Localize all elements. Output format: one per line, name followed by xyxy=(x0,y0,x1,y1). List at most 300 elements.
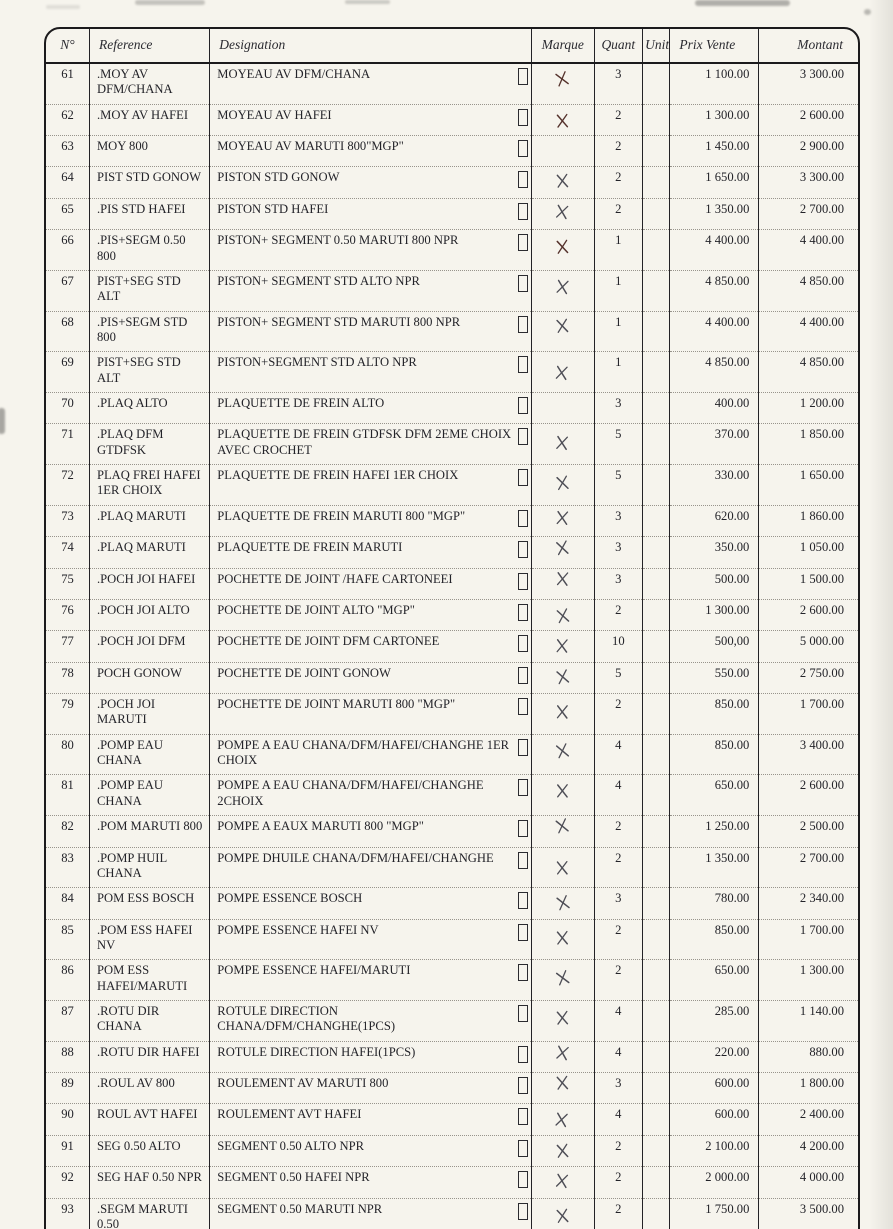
reference-cell: POCH GONOW xyxy=(89,662,209,693)
marque-cell xyxy=(531,230,594,271)
tofu-box-icon xyxy=(518,573,528,590)
marque-cell xyxy=(531,465,594,506)
quantity-cell: 2 xyxy=(594,960,643,1001)
handwritten-x-icon xyxy=(555,1207,571,1225)
quantity-cell: 1 xyxy=(594,230,643,271)
reference-cell: MOY 800 xyxy=(89,136,209,167)
handwritten-x-icon xyxy=(554,433,571,452)
designation-text: POCHETTE DE JOINT MARUTI 800 "MGP" xyxy=(217,696,456,711)
col-header-marque: Marque xyxy=(531,29,594,63)
prix-vente-cell: 650.00 xyxy=(670,960,759,1001)
designation-text: POCHETTE DE JOINT ALTO "MGP" xyxy=(217,602,415,617)
row-number-cell: 74 xyxy=(46,537,89,568)
table-row xyxy=(46,311,858,352)
marque-cell xyxy=(531,847,594,888)
row-number-cell: 80 xyxy=(46,734,89,775)
designation-cell xyxy=(210,816,532,847)
handwritten-x-icon xyxy=(555,929,570,946)
prix-vente-cell: 285.00 xyxy=(670,1001,759,1042)
handwritten-x-icon xyxy=(555,1009,570,1026)
handwritten-x-icon xyxy=(554,637,570,655)
quantity-cell: 3 xyxy=(594,505,643,536)
tofu-box-icon xyxy=(518,779,528,796)
montant-cell: 2 700.00 xyxy=(759,847,858,888)
row-number-cell: 63 xyxy=(46,136,89,167)
montant-cell: 3 400.00 xyxy=(759,734,858,775)
tofu-box-icon xyxy=(518,397,528,414)
col-header-montant: Montant xyxy=(759,29,858,63)
reference-cell: .MOY AV DFM/CHANA xyxy=(89,63,209,104)
row-number-cell: 76 xyxy=(46,599,89,630)
inventory-table-frame xyxy=(44,27,860,1229)
designation-cell xyxy=(210,847,532,888)
col-header-num: N° xyxy=(46,29,89,63)
scan-edge-shadow xyxy=(869,0,893,1229)
designation-cell xyxy=(210,424,532,465)
designation-text: SEGMENT 0.50 MARUTI NPR xyxy=(217,1201,383,1216)
row-number-cell: 81 xyxy=(46,775,89,816)
unit-cell xyxy=(643,847,670,888)
handwritten-x-icon xyxy=(555,473,571,491)
montant-cell: 4 400.00 xyxy=(759,311,858,352)
handwritten-x-icon xyxy=(553,1171,571,1190)
prix-vente-cell: 1 450.00 xyxy=(670,136,759,167)
designation-cell xyxy=(210,1167,532,1198)
tofu-box-icon xyxy=(518,1005,528,1022)
handwritten-x-icon xyxy=(554,741,571,760)
table-row xyxy=(46,568,858,599)
unit-cell xyxy=(643,167,670,198)
reference-cell: .POCH JOI DFM xyxy=(89,631,209,662)
designation-cell xyxy=(210,198,532,229)
reference-cell: .POCH JOI ALTO xyxy=(89,599,209,630)
designation-cell xyxy=(210,1198,532,1229)
prix-vente-cell: 4 850.00 xyxy=(670,270,759,311)
quantity-cell: 3 xyxy=(594,63,643,104)
marque-cell xyxy=(531,505,594,536)
reference-cell: .POCH JOI MARUTI xyxy=(89,693,209,734)
unit-cell xyxy=(643,198,670,229)
montant-cell: 5 000.00 xyxy=(759,631,858,662)
designation-text: PLAQUETTE DE FREIN GTDFSK DFM 2EME CHOIX AVEC CROCHET xyxy=(217,427,512,457)
table-row xyxy=(46,1198,858,1229)
quantity-cell: 3 xyxy=(594,1073,643,1104)
designation-cell xyxy=(210,1041,532,1072)
row-number-cell: 67 xyxy=(46,270,89,311)
tofu-box-icon xyxy=(518,667,528,684)
designation-cell xyxy=(210,311,532,352)
designation-text: ROULEMENT AVT HAFEI xyxy=(217,1107,362,1122)
marque-cell xyxy=(531,693,594,734)
reference-cell: .POMP EAU CHANA xyxy=(89,734,209,775)
montant-cell: 1 650.00 xyxy=(759,465,858,506)
designation-cell xyxy=(210,734,532,775)
row-number-cell: 91 xyxy=(46,1135,89,1166)
quantity-cell: 5 xyxy=(594,662,643,693)
handwritten-x-icon xyxy=(555,238,571,256)
prix-vente-cell: 400.00 xyxy=(670,393,759,424)
designation-cell xyxy=(210,662,532,693)
prix-vente-cell: 4 400.00 xyxy=(670,230,759,271)
quantity-cell: 2 xyxy=(594,136,643,167)
unit-cell xyxy=(643,1198,670,1229)
marque-cell xyxy=(531,270,594,311)
row-number-cell: 88 xyxy=(46,1041,89,1072)
quantity-cell: 4 xyxy=(594,1041,643,1072)
scan-artifact xyxy=(0,408,5,434)
tofu-box-icon xyxy=(518,892,528,909)
table-row xyxy=(46,104,858,135)
row-number-cell: 82 xyxy=(46,816,89,847)
prix-vente-cell: 330.00 xyxy=(670,465,759,506)
montant-cell: 880.00 xyxy=(759,1041,858,1072)
handwritten-x-icon xyxy=(555,782,571,800)
prix-vente-cell: 220.00 xyxy=(670,1041,759,1072)
marque-cell xyxy=(531,599,594,630)
tofu-box-icon xyxy=(518,541,528,558)
reference-cell: PIST+SEG STD ALT xyxy=(89,352,209,393)
tofu-box-icon xyxy=(518,852,528,869)
marque-cell xyxy=(531,136,594,167)
table-row xyxy=(46,393,858,424)
prix-vente-cell: 1 300.00 xyxy=(670,599,759,630)
unit-cell xyxy=(643,311,670,352)
tofu-box-icon xyxy=(518,1171,528,1188)
quantity-cell: 1 xyxy=(594,352,643,393)
table-row xyxy=(46,599,858,630)
montant-cell: 2 900.00 xyxy=(759,136,858,167)
montant-cell: 2 700.00 xyxy=(759,198,858,229)
quantity-cell: 4 xyxy=(594,1001,643,1042)
handwritten-x-icon xyxy=(554,1042,572,1062)
handwritten-x-icon xyxy=(553,1110,571,1130)
designation-cell xyxy=(210,568,532,599)
reference-cell: .POMP HUIL CHANA xyxy=(89,847,209,888)
quantity-cell: 2 xyxy=(594,847,643,888)
prix-vente-cell: 850.00 xyxy=(670,693,759,734)
quantity-cell: 10 xyxy=(594,631,643,662)
table-row xyxy=(46,847,858,888)
unit-cell xyxy=(643,465,670,506)
tofu-box-icon xyxy=(518,234,528,251)
reference-cell: .POM MARUTI 800 xyxy=(89,816,209,847)
unit-cell xyxy=(643,230,670,271)
row-number-cell: 72 xyxy=(46,465,89,506)
handwritten-x-icon xyxy=(555,112,570,129)
tofu-box-icon xyxy=(518,820,528,837)
designation-text: PISTON+ SEGMENT STD MARUTI 800 NPR xyxy=(217,314,461,329)
marque-cell xyxy=(531,734,594,775)
designation-cell xyxy=(210,352,532,393)
quantity-cell: 3 xyxy=(594,568,643,599)
unit-cell xyxy=(643,393,670,424)
tofu-box-icon xyxy=(518,1203,528,1220)
marque-cell xyxy=(531,816,594,847)
designation-text: PLAQUETTE DE FREIN MARUTI xyxy=(217,540,403,555)
quantity-cell: 5 xyxy=(594,465,643,506)
tofu-box-icon xyxy=(518,68,528,85)
row-number-cell: 86 xyxy=(46,960,89,1001)
unit-cell xyxy=(643,1073,670,1104)
table-row xyxy=(46,1001,858,1042)
table-row xyxy=(46,919,858,960)
table-row xyxy=(46,136,858,167)
designation-text: PISTON STD HAFEI xyxy=(217,201,329,216)
tofu-box-icon xyxy=(518,469,528,486)
unit-cell xyxy=(643,888,670,919)
tofu-box-icon xyxy=(518,604,528,621)
prix-vente-cell: 1 350.00 xyxy=(670,847,759,888)
montant-cell: 4 850.00 xyxy=(759,270,858,311)
table-row xyxy=(46,1073,858,1104)
handwritten-x-icon xyxy=(554,667,571,686)
prix-vente-cell: 2 100.00 xyxy=(670,1135,759,1166)
prix-vente-cell: 2 000.00 xyxy=(670,1167,759,1198)
quantity-cell: 2 xyxy=(594,919,643,960)
montant-cell: 2 500.00 xyxy=(759,816,858,847)
handwritten-x-icon xyxy=(555,569,572,587)
marque-cell xyxy=(531,960,594,1001)
row-number-cell: 78 xyxy=(46,662,89,693)
handwritten-x-icon xyxy=(555,859,571,877)
marque-cell xyxy=(531,631,594,662)
designation-cell xyxy=(210,1073,532,1104)
prix-vente-cell: 500,00 xyxy=(670,631,759,662)
unit-cell xyxy=(643,662,670,693)
prix-vente-cell: 600.00 xyxy=(670,1104,759,1135)
scan-artifact xyxy=(864,9,871,15)
montant-cell: 1 700.00 xyxy=(759,693,858,734)
quantity-cell: 3 xyxy=(594,888,643,919)
prix-vente-cell: 4 400.00 xyxy=(670,311,759,352)
tofu-box-icon xyxy=(518,428,528,445)
row-number-cell: 66 xyxy=(46,230,89,271)
table-row xyxy=(46,1041,858,1072)
designation-text: POCHETTE DE JOINT DFM CARTONEE xyxy=(217,634,440,649)
prix-vente-cell: 500.00 xyxy=(670,568,759,599)
marque-cell xyxy=(531,1073,594,1104)
table-row xyxy=(46,1104,858,1135)
unit-cell xyxy=(643,1001,670,1042)
table-row xyxy=(46,465,858,506)
unit-cell xyxy=(643,424,670,465)
designation-text: PLAQUETTE DE FREIN ALTO xyxy=(217,396,385,411)
reference-cell: PIST+SEG STD ALT xyxy=(89,270,209,311)
reference-cell: PLAQ FREI HAFEI 1ER CHOIX xyxy=(89,465,209,506)
scan-artifact xyxy=(345,0,390,4)
designation-cell xyxy=(210,631,532,662)
designation-text: SEGMENT 0.50 ALTO NPR xyxy=(217,1138,365,1153)
marque-cell xyxy=(531,1167,594,1198)
unit-cell xyxy=(643,352,670,393)
reference-cell: .PLAQ DFM GTDFSK xyxy=(89,424,209,465)
table-row xyxy=(46,505,858,536)
row-number-cell: 93 xyxy=(46,1198,89,1229)
reference-cell: .PLAQ MARUTI xyxy=(89,505,209,536)
montant-cell: 1 140.00 xyxy=(759,1001,858,1042)
row-number-cell: 71 xyxy=(46,424,89,465)
montant-cell: 1 500.00 xyxy=(759,568,858,599)
prix-vente-cell: 1 100.00 xyxy=(670,63,759,104)
designation-cell xyxy=(210,960,532,1001)
designation-cell xyxy=(210,888,532,919)
unit-cell xyxy=(643,775,670,816)
unit-cell xyxy=(643,1041,670,1072)
prix-vente-cell: 620.00 xyxy=(670,505,759,536)
tofu-box-icon xyxy=(518,698,528,715)
reference-cell: SEG HAF 0.50 NPR xyxy=(89,1167,209,1198)
quantity-cell: 2 xyxy=(594,693,643,734)
handwritten-x-icon xyxy=(554,968,572,988)
reference-cell: .PIS STD HAFEI xyxy=(89,198,209,229)
unit-cell xyxy=(643,960,670,1001)
reference-cell: .POM ESS HAFEI NV xyxy=(89,919,209,960)
row-number-cell: 69 xyxy=(46,352,89,393)
table-row xyxy=(46,352,858,393)
table-row xyxy=(46,775,858,816)
montant-cell: 2 400.00 xyxy=(759,1104,858,1135)
prix-vente-cell: 780.00 xyxy=(670,888,759,919)
unit-cell xyxy=(643,104,670,135)
prix-vente-cell: 850.00 xyxy=(670,734,759,775)
montant-cell: 2 600.00 xyxy=(759,599,858,630)
tofu-box-icon xyxy=(518,510,528,527)
row-number-cell: 83 xyxy=(46,847,89,888)
scan-artifact xyxy=(695,0,790,6)
designation-text: PISTON+ SEGMENT STD ALTO NPR xyxy=(217,273,420,288)
unit-cell xyxy=(643,631,670,662)
quantity-cell: 3 xyxy=(594,537,643,568)
montant-cell: 1 700.00 xyxy=(759,919,858,960)
prix-vente-cell: 4 850.00 xyxy=(670,352,759,393)
prix-vente-cell: 1 300.00 xyxy=(670,104,759,135)
marque-cell xyxy=(531,393,594,424)
tofu-box-icon xyxy=(518,140,528,157)
marque-cell xyxy=(531,1001,594,1042)
quantity-cell: 2 xyxy=(594,599,643,630)
tofu-box-icon xyxy=(518,1077,528,1094)
col-header-prix-vente: Prix Vente xyxy=(670,29,759,63)
reference-cell: SEG 0.50 ALTO xyxy=(89,1135,209,1166)
tofu-box-icon xyxy=(518,316,528,333)
designation-cell xyxy=(210,599,532,630)
quantity-cell: 4 xyxy=(594,734,643,775)
marque-cell xyxy=(531,1041,594,1072)
quantity-cell: 2 xyxy=(594,1167,643,1198)
unit-cell xyxy=(643,693,670,734)
quantity-cell: 5 xyxy=(594,424,643,465)
prix-vente-cell: 370.00 xyxy=(670,424,759,465)
marque-cell xyxy=(531,1135,594,1166)
row-number-cell: 70 xyxy=(46,393,89,424)
designation-cell xyxy=(210,136,532,167)
handwritten-x-icon xyxy=(553,363,570,382)
unit-cell xyxy=(643,919,670,960)
handwritten-x-icon xyxy=(555,606,572,625)
marque-cell xyxy=(531,568,594,599)
designation-text: POMPE DHUILE CHANA/DFM/HAFEI/CHANGHE xyxy=(217,850,494,865)
marque-cell xyxy=(531,662,594,693)
table-row xyxy=(46,1135,858,1166)
marque-cell xyxy=(531,1198,594,1229)
designation-cell xyxy=(210,465,532,506)
row-number-cell: 84 xyxy=(46,888,89,919)
table-row xyxy=(46,662,858,693)
designation-text: POMPE ESSENCE HAFEI/MARUTI xyxy=(217,963,411,978)
table-row xyxy=(46,816,858,847)
tofu-box-icon xyxy=(518,924,528,941)
designation-text: POMPE A EAU CHANA/DFM/HAFEI/CHANGHE 2CHOIX xyxy=(217,778,484,808)
quantity-cell: 1 xyxy=(594,270,643,311)
prix-vente-cell: 1 250.00 xyxy=(670,816,759,847)
row-number-cell: 92 xyxy=(46,1167,89,1198)
quantity-cell: 2 xyxy=(594,167,643,198)
tofu-box-icon xyxy=(518,356,528,373)
marque-cell xyxy=(531,104,594,135)
scan-artifact xyxy=(135,0,205,5)
table-row xyxy=(46,270,858,311)
montant-cell: 1 850.00 xyxy=(759,424,858,465)
col-header-quant: Quant xyxy=(594,29,643,63)
marque-cell xyxy=(531,1104,594,1135)
row-number-cell: 87 xyxy=(46,1001,89,1042)
designation-cell xyxy=(210,1001,532,1042)
unit-cell xyxy=(643,599,670,630)
table-row xyxy=(46,960,858,1001)
reference-cell: .ROTU DIR CHANA xyxy=(89,1001,209,1042)
table-row xyxy=(46,1167,858,1198)
inventory-table xyxy=(46,29,858,1229)
unit-cell xyxy=(643,1135,670,1166)
reference-cell: .ROUL AV 800 xyxy=(89,1073,209,1104)
quantity-cell: 2 xyxy=(594,816,643,847)
unit-cell xyxy=(643,568,670,599)
table-row xyxy=(46,631,858,662)
montant-cell: 1 860.00 xyxy=(759,505,858,536)
prix-vente-cell: 550.00 xyxy=(670,662,759,693)
reference-cell: POM ESS HAFEI/MARUTI xyxy=(89,960,209,1001)
montant-cell: 1 050.00 xyxy=(759,537,858,568)
row-number-cell: 85 xyxy=(46,919,89,960)
marque-cell xyxy=(531,198,594,229)
table-row xyxy=(46,167,858,198)
montant-cell: 1 800.00 xyxy=(759,1073,858,1104)
handwritten-x-icon xyxy=(554,276,572,295)
scan-artifact xyxy=(46,5,80,9)
unit-cell xyxy=(643,270,670,311)
unit-cell xyxy=(643,63,670,104)
handwritten-x-icon xyxy=(555,172,570,189)
reference-cell: .ROTU DIR HAFEI xyxy=(89,1041,209,1072)
handwritten-x-icon xyxy=(554,508,571,527)
tofu-box-icon xyxy=(518,109,528,126)
row-number-cell: 65 xyxy=(46,198,89,229)
table-row xyxy=(46,537,858,568)
reference-cell: .POCH JOI HAFEI xyxy=(89,568,209,599)
marque-cell xyxy=(531,352,594,393)
quantity-cell: 4 xyxy=(594,1104,643,1135)
reference-cell: ROUL AVT HAFEI xyxy=(89,1104,209,1135)
tofu-box-icon xyxy=(518,964,528,981)
table-row xyxy=(46,734,858,775)
montant-cell: 1 200.00 xyxy=(759,393,858,424)
handwritten-x-icon xyxy=(554,893,572,913)
tofu-box-icon xyxy=(518,739,528,756)
reference-cell: .PLAQ MARUTI xyxy=(89,537,209,568)
designation-cell xyxy=(210,1104,532,1135)
designation-cell xyxy=(210,775,532,816)
row-number-cell: 73 xyxy=(46,505,89,536)
